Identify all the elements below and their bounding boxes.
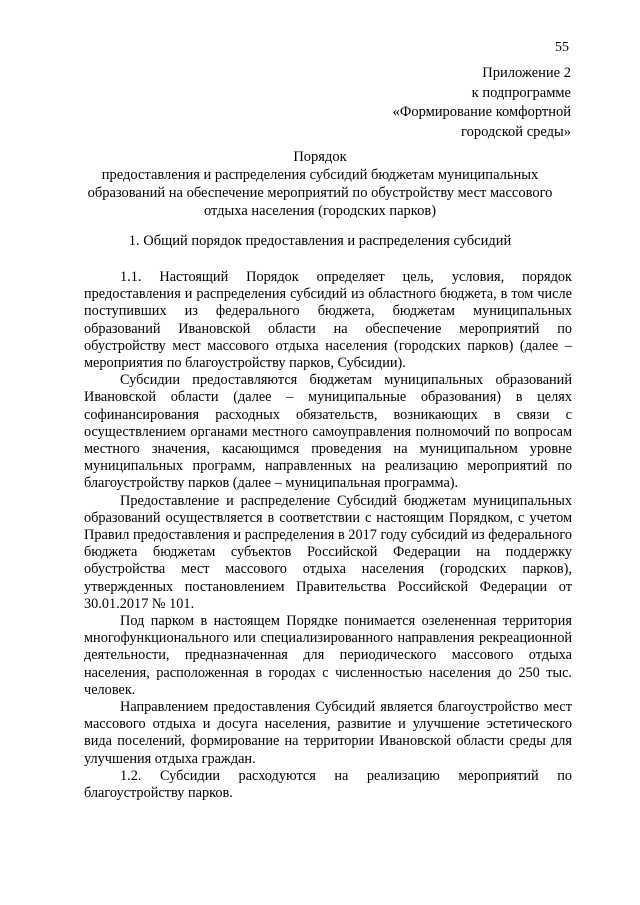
paragraph: Направлением предоставления Субсидий является благоустройство мест массового отдыха и досуга населения, развитие и улучшение эстетического вида поселений, формирование на территории Ивановской области среды для улучшения отдыха граждан. <box>84 699 572 767</box>
paragraph: Субсидии предоставляются бюджетам муниципальных образований Ивановской области (далее – муниципальные образования) в целях софинансирования расходных обязательств, возникающих в связи с осуществлением органами местного самоуправления полномочий по вопросам местного значения, касающимся проведения на муниципальном уровне муниципальных программ, направленных на реализацию мероприятий по благоустройству парков (далее – муниципальная программа). <box>84 372 572 492</box>
page-number: 55 <box>555 40 569 55</box>
document-title <box>60 148 580 220</box>
title-line: отдыха населения (городских парков) <box>203 203 437 219</box>
appendix-line: городской среды» <box>461 123 571 140</box>
body-text <box>84 269 572 802</box>
section-heading: 1. Общий порядок предоставления и распределения субсидий <box>128 233 512 249</box>
paragraph: Под парком в настоящем Порядке понимается озелененная территория многофункционального или специализированного направления рекреационной деятельности, предназначенная для периодического массового отдыха населения, расположенная в городах с численностью населения до 250 тыс. человек. <box>84 613 572 698</box>
appendix-line: «Формирование комфортной <box>392 104 571 120</box>
appendix-reference <box>393 64 571 142</box>
appendix-line: Приложение 2 <box>482 65 571 81</box>
paragraph: 1.1. Настоящий Порядок определяет цель, условия, порядок предоставления и распределения субсидий из областного бюджета, в том числе поступивших из федерального бюджета, бюджетам муниципальных образований Ивановской области на обеспечение мероприятий по обустройству мест массового отдыха населения (городских парков) (далее – мероприятия по благоустройству парков, Субсидии). <box>84 269 572 372</box>
title-line: Порядок <box>293 149 347 165</box>
appendix-line: к подпрограмме <box>471 84 571 101</box>
paragraph: Предоставление и распределение Субсидий бюджетам муниципальных образований осуществляется в соответствии с настоящим Порядком, с учетом Правил предоставления и распределения в 2017 году субсидий из федерального бюджета бюджетам субъектов Российской Федерации на поддержку обустройства мест массового отдыха населения (городских парков), утвержденных постановлением Правительства Российской Федерации от 30.01.2017 № 101. <box>84 492 572 612</box>
paragraph: 1.2. Субсидии расходуются на реализацию мероприятий по благоустройству парков. <box>84 767 572 802</box>
title-line: предоставления и распределения субсидий бюджетам муниципальных <box>101 167 539 183</box>
title-line: образований на обеспечение мероприятий по обустройству мест массового <box>87 185 553 201</box>
